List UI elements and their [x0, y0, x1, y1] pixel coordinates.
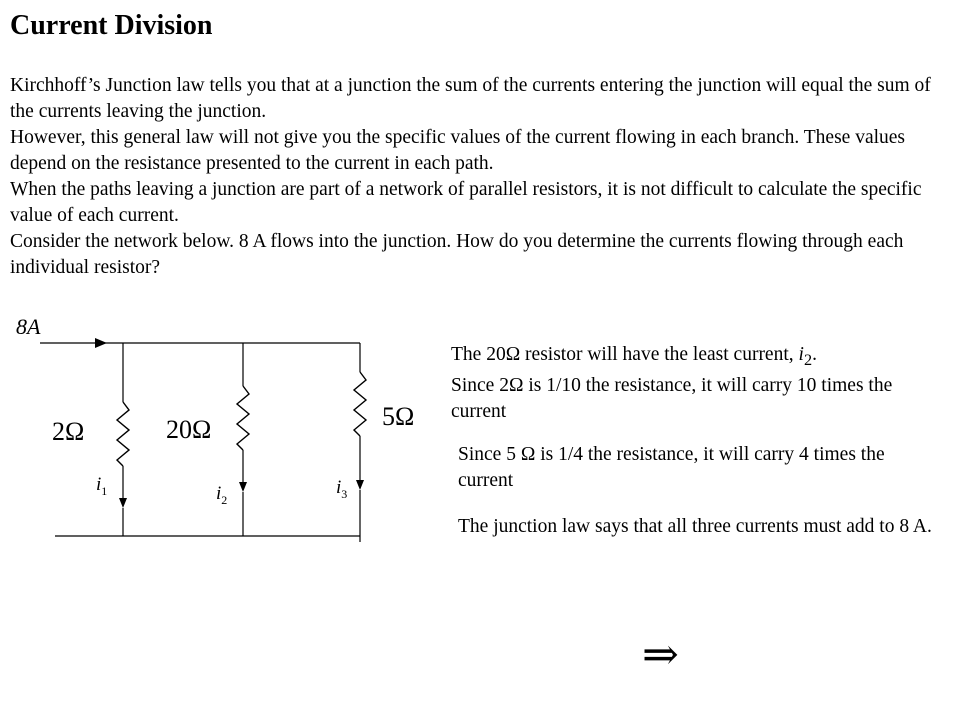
note-four-times: Since 5 Ω is 1/4 the resistance, it will carry 4 times the current [458, 444, 885, 491]
current-label-i3: $i_3$ [336, 477, 348, 501]
resistor-5-ohm [354, 372, 366, 436]
note-junction-sum: The junction law says that all three currents must add to 8 A. [458, 516, 932, 537]
note-ten-times: Since 2Ω is 1/10 the resistance, it will carry 10 times the current [451, 374, 893, 422]
current-arrow-i1 [119, 498, 127, 508]
current-label-i2: $i_2$ [216, 483, 228, 507]
resistor-label-2-ohm: 2Ω [52, 417, 85, 446]
branch-2-ohm [52, 343, 129, 536]
branch-20-ohm [166, 343, 249, 536]
resistor-20-ohm [237, 386, 249, 450]
current-label-i1: $i_1$ [96, 474, 108, 498]
intro-text [10, 73, 945, 281]
paragraph-general-law: However, this general law will not give you the specific values of the current flowing in each branch. These values depend on the resistance presented to the current in each path. [10, 127, 906, 174]
resistor-label-5-ohm: 5Ω [382, 402, 415, 431]
parallel-circuit-diagram [0, 310, 440, 550]
input-current-arrowhead [95, 338, 107, 348]
branch-5-ohm [336, 343, 414, 542]
current-arrow-i2 [239, 482, 247, 492]
current-arrow-i3 [356, 480, 364, 490]
note-current-symbol: i [798, 344, 804, 365]
page-title: Current Division [10, 10, 213, 41]
resistor-label-20-ohm: 20Ω [166, 415, 212, 444]
next-arrow-icon[interactable]: ⇒ [642, 629, 679, 680]
resistor-2-ohm [117, 402, 129, 466]
note-current-subscript: 2 [803, 350, 813, 369]
paragraph-junction-law: Kirchhoff’s Junction law tells you that at a junction the sum of the currents entering the junction will equal the sum of the currents leaving the junction. [10, 75, 931, 122]
input-current-label: 8A [16, 314, 41, 339]
paragraph-consider-network: Consider the network below. 8 A flows into the junction. How do you determine the currents flowing through each individual resistor? [10, 231, 904, 278]
paragraph-parallel-resistors: When the paths leaving a junction are part of a network of parallel resistors, it is not difficult to calculate the specific value of each current. [10, 179, 922, 226]
note-least-current: The 20Ω resistor will have the least current, $i_2$. Since 2Ω is 1/10 the resistance, it will carry 10 times the current [451, 344, 893, 422]
